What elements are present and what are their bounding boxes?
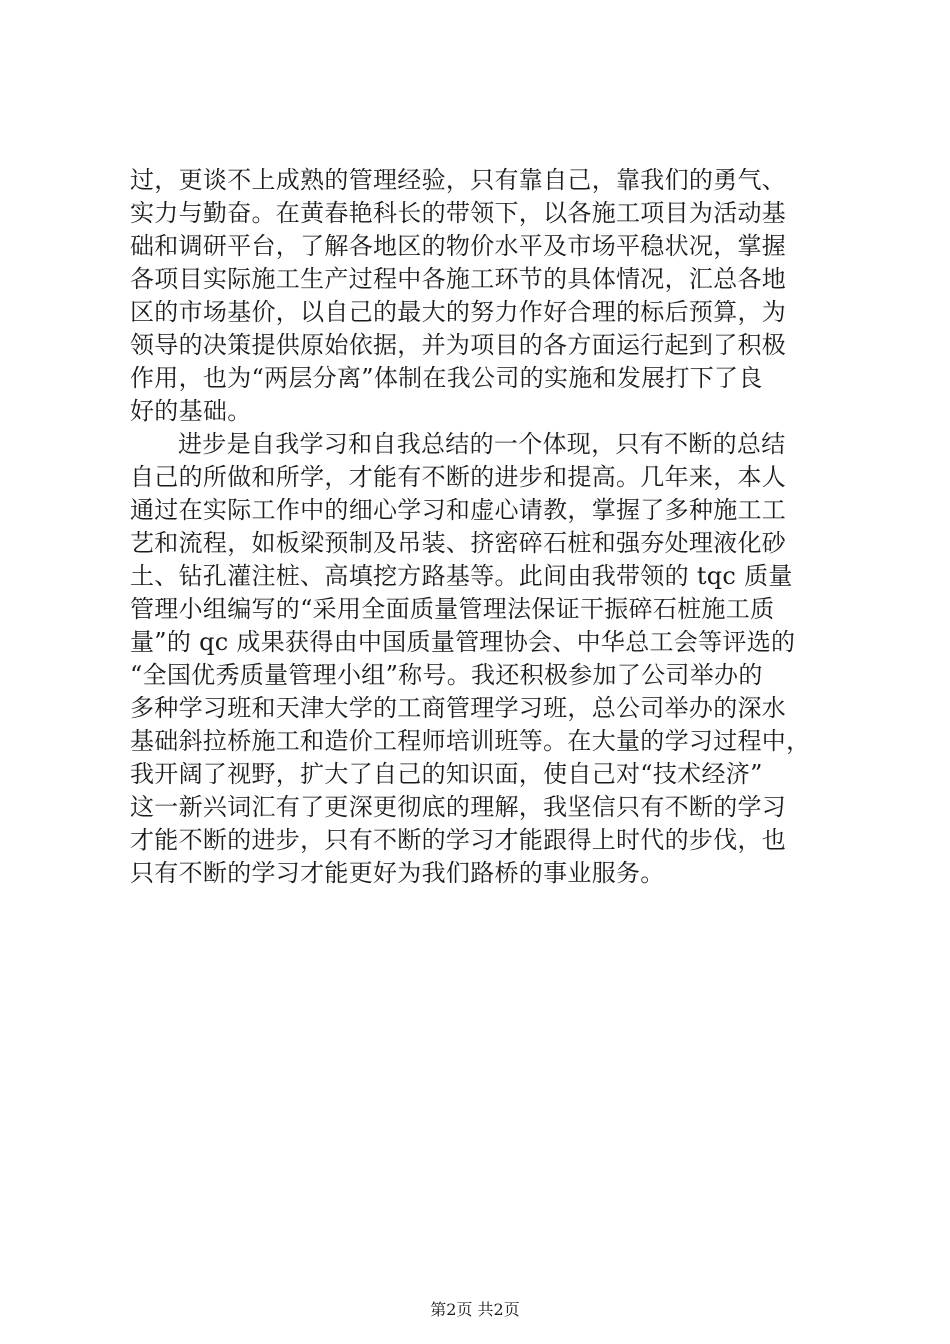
text-line: 好的基础。 bbox=[130, 397, 252, 425]
text-line: 通过在实际工作中的细心学习和虚心请教，掌握了多种施工工 bbox=[130, 496, 787, 524]
text-line: 作用，也为“两层分离”体制在我公司的实施和发展打下了良 bbox=[130, 364, 763, 392]
text-line: 多种学习班和天津大学的工商管理学习班，总公司举办的深水 bbox=[130, 694, 787, 722]
text-line: 艺和流程，如板梁预制及吊装、挤密碎石桩和强夯处理液化砂 bbox=[130, 529, 787, 557]
text-line: 基础斜拉桥施工和造价工程师培训班等。在大量的学习过程中， bbox=[130, 727, 811, 755]
body-text bbox=[130, 164, 830, 890]
page-footer bbox=[0, 1300, 950, 1320]
page-number-label: 第2页 共2页 bbox=[430, 1300, 520, 1319]
text-line: 区的市场基价，以自己的最大的努力作好合理的标后预算，为 bbox=[130, 298, 787, 326]
text-line: 实力与勤奋。在黄春艳科长的带领下，以各施工项目为活动基 bbox=[130, 199, 787, 227]
text-line: 自己的所做和所学，才能有不断的进步和提高。几年来，本人 bbox=[130, 463, 787, 491]
text-line: 领导的决策提供原始依据，并为项目的各方面运行起到了积极 bbox=[130, 331, 787, 359]
text-line: 只有不断的学习才能更好为我们路桥的事业服务。 bbox=[130, 859, 665, 887]
text-line: “全国优秀质量管理小组”称号。我还积极参加了公司举办的 bbox=[130, 661, 763, 689]
text-line: 我开阔了视野，扩大了自己的知识面，使自己对“技术经济” bbox=[130, 760, 763, 788]
text-line: 过，更谈不上成熟的管理经验，只有靠自己，靠我们的勇气、 bbox=[130, 166, 787, 194]
paragraph-first-line: 进步是自我学习和自我总结的一个体现，只有不断的总结 bbox=[178, 430, 786, 458]
text-line: 管理小组编写的“采用全面质量管理法保证干振碎石桩施工质 bbox=[130, 595, 775, 623]
text-line: 才能不断的进步，只有不断的学习才能跟得上时代的步伐，也 bbox=[130, 826, 787, 854]
text-line: 土、钻孔灌注桩、高填挖方路基等。此间由我带领的 tqc 质量 bbox=[130, 562, 793, 590]
text-line: 量”的 qc 成果获得由中国质量管理协会、中华总工会等评选的 bbox=[130, 628, 796, 656]
text-line: 各项目实际施工生产过程中各施工环节的具体情况，汇总各地 bbox=[130, 265, 787, 293]
text-line: 这一新兴词汇有了更深更彻底的理解，我坚信只有不断的学习 bbox=[130, 793, 787, 821]
text-line: 础和调研平台，了解各地区的物价水平及市场平稳状况，掌握 bbox=[130, 232, 787, 260]
